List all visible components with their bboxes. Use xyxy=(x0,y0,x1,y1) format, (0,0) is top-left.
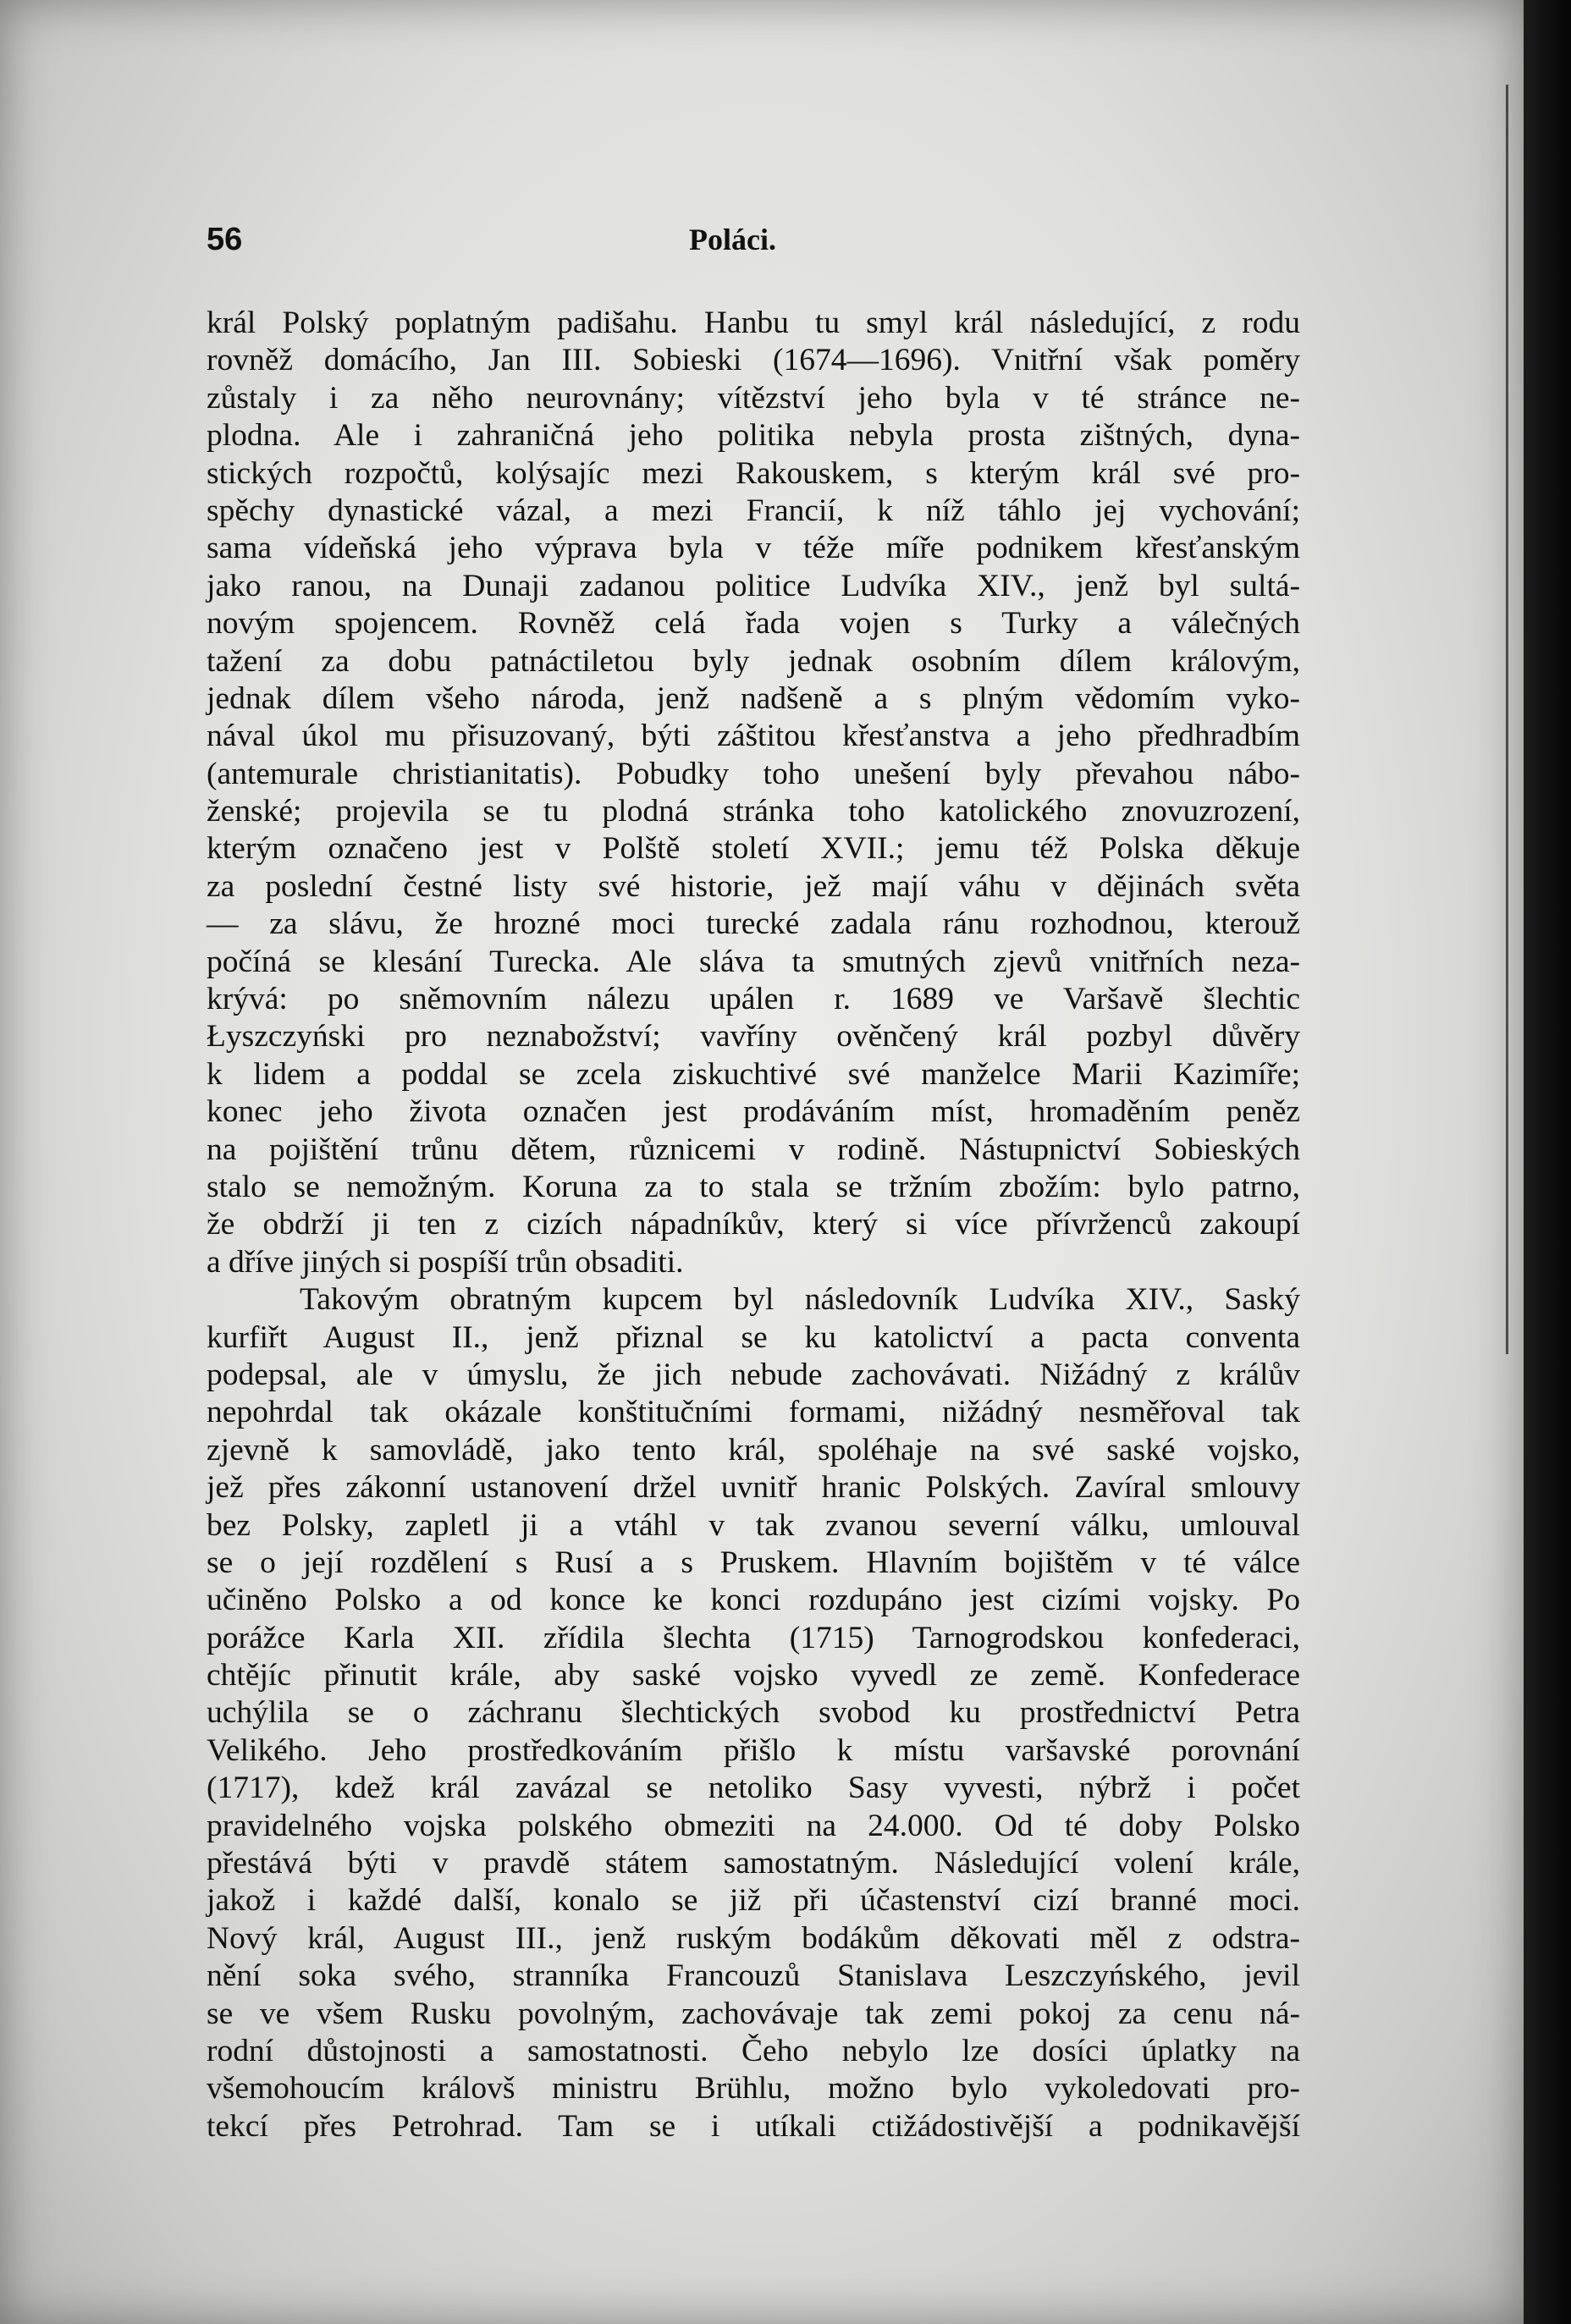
text-line: Nový král, August III., jenž ruským bodákům děkovati měl z odstra- xyxy=(207,1920,1300,1956)
text-line: kterým označeno jest v Polště století XVII.; jemu též Polska děkuje xyxy=(207,831,1300,867)
text-line: učiněno Polsko a od konce ke konci rozdupáno jest cizími vojsky. Po xyxy=(207,1583,1300,1618)
paragraph-end-line: a dříve jiných si pospíší trůn obsaditi. xyxy=(207,1244,684,1280)
text-line: chtějíc přinutit krále, aby saské vojsko vyvedl ze země. Konfederace xyxy=(207,1658,1300,1693)
text-line: že obdrží ji ten z cizích nápadníkův, který si více přívrženců zakoupí xyxy=(207,1207,1300,1242)
text-line: počíná se klesání Turecka. Ale sláva ta smutných zjevů vnitřních neza- xyxy=(207,944,1300,979)
scan-dark-edge xyxy=(1524,0,1571,2324)
text-line: ženské; projevila se tu plodná stránka toho katolického znovuzrození, xyxy=(207,794,1300,829)
text-line: tekcí přes Petrohrad. Tam se i utíkali ctižádostivější a podnikavější xyxy=(207,2108,1300,2144)
page-header xyxy=(207,222,1298,264)
text-line: všemohoucím královš ministru Brühlu, možno bylo vykoledovati pro- xyxy=(207,2071,1300,2106)
text-line: přestává býti v pravdě státem samostatným. Následující volení krále, xyxy=(207,1846,1300,1881)
text-line: plodna. Ale i zahraničná jeho politika nebyla prosta zištných, dyna- xyxy=(207,418,1300,454)
text-line: k lidem a poddal se zcela ziskuchtivé své manželce Marii Kazimíře; xyxy=(207,1056,1300,1092)
text-line: jež přes zákonní ustanovení držel uvnitř hranic Polských. Zavíral smlouvy xyxy=(207,1470,1300,1506)
text-line: nával úkol mu přisuzovaný, býti záštitou křesťanstva a jeho předhradbím xyxy=(207,719,1300,754)
text-line: porážce Karla XII. zřídila šlechta (1715) Tarnogrodskou konfederaci, xyxy=(207,1620,1300,1655)
text-line: se o její rozdělení s Rusí a s Pruskem. Hlavním bojištěm v té válce xyxy=(207,1545,1300,1580)
text-line: spěchy dynastické vázal, a mezi Francií, k níž táhlo jej vychování; xyxy=(207,493,1300,528)
running-title: Poláci. xyxy=(689,223,776,256)
text-line: rovněž domácího, Jan III. Sobieski (1674—1696). Vnitřní však poměry xyxy=(207,343,1300,378)
text-line: konec jeho života označen jest prodáváním míst, hromaděním peněz xyxy=(207,1094,1300,1130)
text-line: novým spojencem. Rovněž celá řada vojen s Turky a válečných xyxy=(207,606,1300,642)
text-line: Velikého. Jeho prostředkováním přišlo k místu varšavské porovnání xyxy=(207,1732,1300,1768)
text-line: zjevně k samovládě, jako tento král, spoléhaje na své saské vojsko, xyxy=(207,1432,1300,1468)
paragraph-start-line: Takovým obratným kupcem byl následovník Ludvíka XIV., Saský xyxy=(300,1282,1300,1318)
body-text xyxy=(207,305,1300,2145)
text-line: sama vídeňská jeho výprava byla v téže míře podnikem křesťanským xyxy=(207,531,1300,566)
text-line: kurfiřt August II., jenž přiznal se ku katolictví a pacta conventa xyxy=(207,1319,1300,1355)
text-line: (antemurale christianitatis). Pobudky toho unešení byly převahou nábo- xyxy=(207,756,1300,791)
text-line: zůstaly i za něho neurovnány; vítězství jeho byla v té stránce ne- xyxy=(207,380,1300,416)
text-line: uchýlila se o záchranu šlechtických svobod ku prostřednictví Petra xyxy=(207,1695,1300,1731)
text-line: jakož i každé další, konalo se již při účastenství cizí branné moci. xyxy=(207,1883,1300,1919)
text-line: stických rozpočtů, kolýsajíc mezi Rakouskem, s kterým král své pro- xyxy=(207,455,1300,491)
text-line: král Polský poplatným padišahu. Hanbu tu smyl král následující, z rodu xyxy=(207,306,1300,340)
text-line: pravidelného vojska polského obmeziti na 24.000. Od té doby Polsko xyxy=(207,1808,1300,1843)
text-line: jednak dílem všeho národa, jenž nadšeně a s plným vědomím vyko- xyxy=(207,680,1300,716)
text-line: (1717), kdež král zavázal se netoliko Sasy vyvesti, nýbrž i počet xyxy=(207,1771,1300,1806)
text-line: tažení za dobu patnáctiletou byly jednak osobním dílem královým, xyxy=(207,643,1300,679)
text-line: se ve všem Rusku povolným, zachovávaje tak zemi pokoj za cenu ná- xyxy=(207,1996,1300,2031)
text-line: Łyszczyński pro neznabožství; vavříny ověnčený král pozbyl důvěry xyxy=(207,1019,1300,1055)
page-number: 56 xyxy=(207,222,243,257)
text-line: podepsal, ale v úmyslu, že jich nebude zachovávati. Nižádný z králův xyxy=(207,1357,1300,1392)
text-line: rodní důstojnosti a samostatnosti. Čeho nebylo lze dosíci úplatky na xyxy=(207,2033,1300,2068)
text-line: stalo se nemožným. Koruna za to stala se tržním zbožím: bylo patrno, xyxy=(207,1169,1300,1204)
text-line: za poslední čestné listy své historie, jež mají váhu v dějinách světa xyxy=(207,868,1300,904)
text-line: bez Polsky, zapletl ji a vtáhl v tak zvanou severní válku, umlouval xyxy=(207,1507,1300,1543)
text-line: — za slávu, že hrozné moci turecké zadala ránu rozhodnou, kterouž xyxy=(207,906,1300,942)
text-line: nění soka svého, stranníka Francouzů Stanislava Leszczyńského, jevil xyxy=(207,1958,1300,1994)
text-line: nepohrdal tak okázale konštitučními formami, nižádný nesměřoval tak xyxy=(207,1395,1300,1430)
text-line: na pojištění trůnu dětem, různicemi v rodině. Nástupnictví Sobieských xyxy=(207,1132,1300,1167)
text-line: jako ranou, na Dunaji zadanou politice Ludvíka XIV., jenž byl sultá- xyxy=(207,568,1300,603)
text-line: krývá: po sněmovním nálezu upálen r. 1689 ve Varšavě šlechtic xyxy=(207,982,1300,1017)
page-fold-shadow xyxy=(1506,85,1508,1354)
